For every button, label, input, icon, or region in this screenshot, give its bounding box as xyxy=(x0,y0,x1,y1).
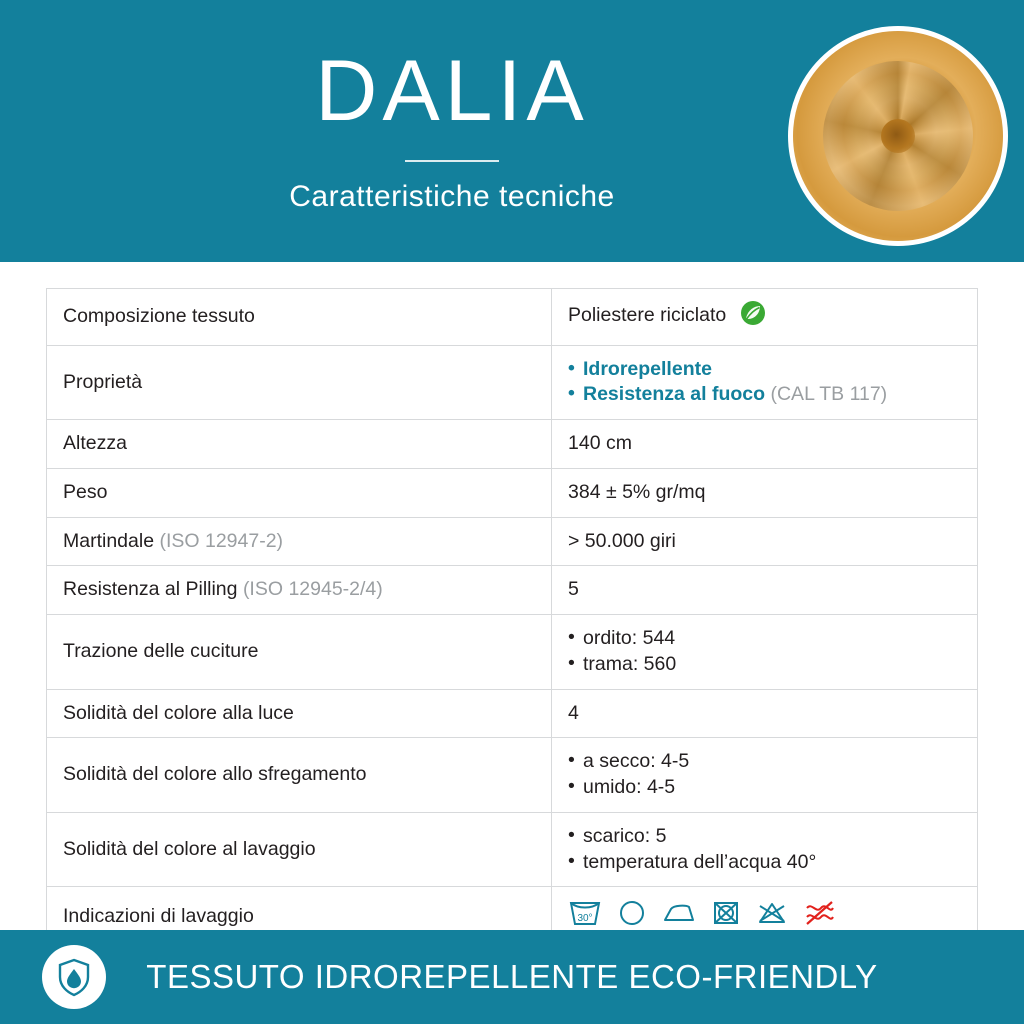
row-value-trazione xyxy=(552,615,978,689)
value-text: > 50.000 giri xyxy=(568,529,676,552)
label-text: Martindale xyxy=(63,529,155,552)
label-text: Solidità del colore al lavaggio xyxy=(63,837,316,860)
row-value-altezza xyxy=(552,420,978,469)
label-text: Peso xyxy=(63,480,108,503)
bullet-text: umido: 4-5 xyxy=(583,776,676,799)
label-text: Solidità del colore alla luce xyxy=(63,701,294,724)
label-text: Resistenza al Pilling xyxy=(63,578,238,601)
row-label-composizione xyxy=(47,289,552,346)
row-value-solidita-lavaggio xyxy=(552,812,978,886)
row-label-solidita-sfregamento xyxy=(47,738,552,812)
bullet-text: ordito: 544 xyxy=(583,627,676,650)
row-value-proprieta xyxy=(552,345,978,419)
row-value-composizione xyxy=(552,289,978,346)
table-row xyxy=(47,468,978,517)
sfregamento-list xyxy=(568,749,961,800)
value-text: 5 xyxy=(568,578,579,601)
page-subtitle: Caratteristiche tecniche xyxy=(289,180,615,213)
table-row xyxy=(47,289,978,346)
footer-tagline: TESSUTO IDROREPELLENTE ECO-FRIENDLY xyxy=(146,958,878,995)
row-value-peso xyxy=(552,468,978,517)
row-label-pilling xyxy=(47,566,552,615)
row-label-solidita-lavaggio xyxy=(47,812,552,886)
label-note: (ISO 12947-2) xyxy=(159,529,284,552)
label-text: Composizione tessuto xyxy=(63,305,255,327)
table-row xyxy=(47,812,978,886)
list-item xyxy=(568,652,961,678)
bullet-text: temperatura dell’acqua 40° xyxy=(583,850,817,873)
swatch-center-overlay xyxy=(881,119,915,153)
spec-table xyxy=(46,288,978,948)
list-item xyxy=(568,626,961,652)
bullet-note: (CAL TB 117) xyxy=(770,383,888,406)
bullet-text: Idrorepellente xyxy=(583,357,712,380)
label-text: Trazione delle cuciture xyxy=(63,640,259,662)
list-item xyxy=(568,850,961,876)
table-row xyxy=(47,566,978,615)
row-label-solidita-luce xyxy=(47,689,552,738)
row-value-solidita-luce xyxy=(552,689,978,738)
wash-temp-label: 30° xyxy=(577,913,593,925)
list-item xyxy=(568,775,961,801)
fabric-swatch-image xyxy=(788,26,1008,246)
value-text: 4 xyxy=(568,701,579,724)
properties-list xyxy=(568,357,961,408)
table-row xyxy=(47,420,978,469)
table-row xyxy=(47,615,978,689)
bullet-text: a secco: 4-5 xyxy=(583,750,690,773)
table-row xyxy=(47,738,978,812)
value-text: 140 cm xyxy=(568,432,632,455)
label-text: Proprietà xyxy=(63,370,143,393)
bullet-text: Resistenza al fuoco xyxy=(583,383,766,406)
lavaggio-list xyxy=(568,824,961,875)
trazione-list xyxy=(568,626,961,677)
list-item xyxy=(568,382,961,408)
footer-banner xyxy=(0,930,1024,1024)
row-label-proprieta xyxy=(47,345,552,419)
label-text: Solidità del colore allo sfregamento xyxy=(63,763,367,786)
row-label-altezza xyxy=(47,420,552,469)
list-item xyxy=(568,749,961,775)
title-divider xyxy=(405,160,499,162)
list-item xyxy=(568,824,961,850)
label-text: Indicazioni di lavaggio xyxy=(63,905,254,928)
row-value-solidita-sfregamento xyxy=(552,738,978,812)
row-label-martindale xyxy=(47,517,552,566)
row-label-trazione xyxy=(47,615,552,689)
table-row xyxy=(47,517,978,566)
label-text: Altezza xyxy=(63,432,127,455)
value-text: Poliestere riciclato xyxy=(568,304,727,326)
row-value-martindale xyxy=(552,517,978,566)
list-item xyxy=(568,357,961,383)
table-row xyxy=(47,345,978,419)
label-note: (ISO 12945-2/4) xyxy=(242,578,383,601)
page-title: DALIA xyxy=(315,43,589,139)
spec-table-container xyxy=(0,262,1024,948)
table-row xyxy=(47,689,978,738)
eco-leaf-icon xyxy=(740,300,766,334)
value-text: 384 ± 5% gr/mq xyxy=(568,480,706,503)
header-banner xyxy=(0,0,1024,262)
water-drop-shield-icon xyxy=(42,945,106,1009)
bullet-text: scarico: 5 xyxy=(583,824,667,847)
row-label-peso xyxy=(47,468,552,517)
bullet-text: trama: 560 xyxy=(583,652,677,675)
row-value-pilling xyxy=(552,566,978,615)
